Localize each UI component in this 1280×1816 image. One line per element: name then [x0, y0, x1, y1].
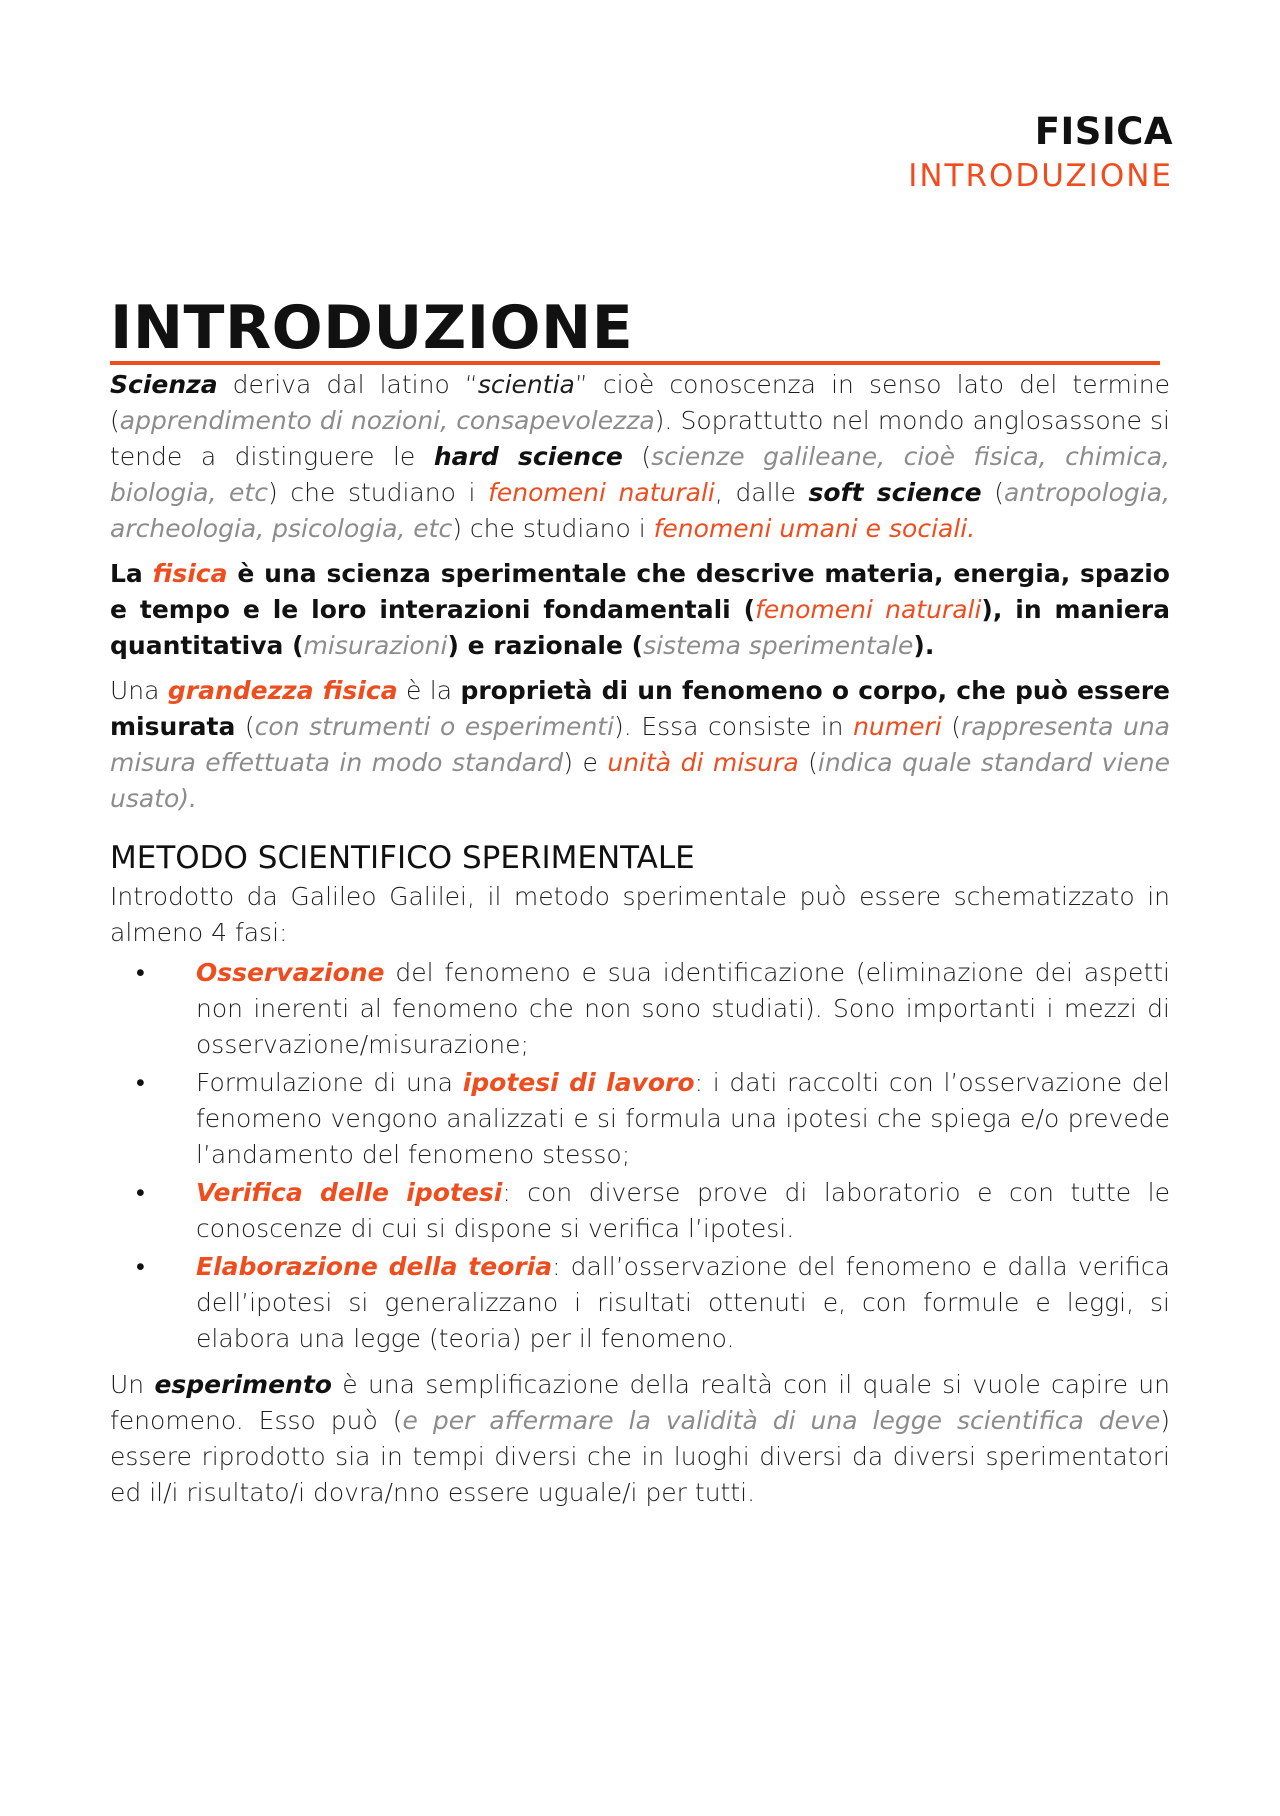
text: ” cioè conoscenza in senso lato del termine (: [110, 370, 1170, 435]
text: : i dati raccolti con l’osservazione del fenomeno vengono analizzati e si formula una ipotesi che spiega e/o prevede l’andamento del fenomeno stesso;: [196, 1068, 1171, 1169]
term-hard-science: hard science: [433, 442, 623, 471]
text: Formulazione di una: [196, 1068, 463, 1097]
text: ) essere riprodotto sia in tempi diversi che in luoghi diversi da diversi sperimentatori ed il/i risultato/i dovra/nno essere uguale/i per tutti.: [110, 1406, 1170, 1507]
note: e per affermare la validità di una legge scientifica deve: [402, 1406, 1161, 1435]
text: La: [110, 559, 153, 588]
text: .: [967, 514, 976, 543]
main-content: [110, 295, 1170, 1520]
text: ) che studiano i: [452, 514, 654, 543]
term-scientia: scientia: [477, 370, 575, 399]
phase-key: Osservazione: [196, 958, 385, 987]
phase-key: ipotesi di lavoro: [462, 1068, 695, 1097]
note: scienze galileane, cioè fisica, chimica, biologia, etc: [110, 442, 1171, 507]
term-grandezza-fisica: grandezza fisica: [167, 676, 398, 705]
text: ) che studiano i: [267, 478, 489, 507]
header-subtitle: INTRODUZIONE: [908, 158, 1173, 194]
phase-key: Verifica delle ipotesi: [196, 1178, 503, 1207]
page-title: INTRODUZIONE: [110, 295, 1160, 365]
term-soft-science: soft science: [808, 478, 982, 507]
definition: proprietà di un fenomeno o corpo, che può essere misurata: [110, 676, 1170, 741]
highlight: unità di misura: [607, 748, 799, 777]
note: apprendimento di nozioni, consapevolezza: [119, 406, 655, 435]
bullet-icon: •: [136, 1068, 145, 1097]
highlight: numeri: [853, 712, 942, 741]
text: ), in maniera quantitativa (: [110, 595, 1170, 660]
text: ).: [913, 631, 935, 660]
highlight: fenomeni naturali: [488, 478, 715, 507]
note: antropologia, archeologia, psicologia, etc: [110, 478, 1170, 543]
phase-key: Elaborazione della teoria: [196, 1252, 553, 1281]
text: è la: [397, 676, 461, 705]
note: rappresenta una misura effettuata in modo standard: [110, 712, 1170, 777]
header-title: FISICA: [1034, 110, 1173, 153]
note: misurazioni: [303, 631, 448, 660]
text: (: [941, 712, 962, 741]
note: indica quale standard viene usato: [110, 748, 1171, 813]
text: ) e razionale (: [447, 631, 644, 660]
list-item: [136, 955, 1170, 1063]
highlight: fenomeni naturali: [755, 595, 982, 624]
term-fisica: fisica: [152, 559, 228, 588]
section-intro: Introdotto da Galileo Galilei, il metodo sperimentale può essere schematizzato in almeno 4 fasi:: [110, 882, 1170, 947]
term-esperimento: esperimento: [154, 1370, 332, 1399]
highlight: fenomeni umani e sociali: [653, 514, 968, 543]
list-item: [136, 1249, 1170, 1357]
section-title: METODO SCIENTIFICO SPERIMENTALE: [110, 840, 695, 876]
bullet-icon: •: [136, 958, 145, 987]
text: , dalle: [714, 478, 809, 507]
term-scienza: Scienza: [110, 370, 218, 399]
text: deriva dal latino “: [217, 370, 478, 399]
text: del fenomeno e sua identificazione (eliminazione dei aspetti non inerenti al fenomeno che non sono studiati). Sono importanti i mezzi di osservazione/misurazione;: [196, 958, 1170, 1059]
text: Un: [110, 1370, 155, 1399]
text: (: [981, 478, 1004, 507]
text: è una scienza sperimentale che descrive materia, energia, spazio e tempo e le loro interazioni fondamentali (: [110, 559, 1170, 624]
text: (: [798, 748, 818, 777]
bullet-icon: •: [136, 1252, 145, 1281]
list-item: [136, 1065, 1171, 1173]
paragraph-esperimento: [110, 1367, 1170, 1511]
list-item: [136, 1175, 1170, 1247]
note: sistema sperimentale: [643, 631, 914, 660]
paragraph-grandezza: [110, 673, 1170, 817]
text: è una semplificazione della realtà con il quale si vuole capire un fenomeno. Esso può (: [110, 1370, 1170, 1435]
text: ).: [179, 784, 197, 813]
text: ) e: [563, 748, 608, 777]
text: Una: [110, 676, 168, 705]
text: (: [622, 442, 652, 471]
text: (: [235, 712, 255, 741]
method-phases-list: [110, 955, 1170, 1357]
paragraph-scienza: [110, 367, 1170, 547]
text: ). Essa consiste in: [614, 712, 854, 741]
text: : dall’osservazione del fenomeno e dalla verifica dell’ipotesi si generalizzano i risultati ottenuti e, con formule e leggi, si elabora una legge (teoria) per il fenomeno.: [196, 1252, 1170, 1353]
paragraph-fisica: [110, 556, 1170, 664]
text: : con diverse prove di laboratorio e con tutte le conoscenze di cui si dispone si verifica l’ipotesi.: [196, 1178, 1170, 1243]
note: con strumenti o esperimenti: [254, 712, 615, 741]
bullet-icon: •: [136, 1178, 145, 1207]
text: ). Soprattutto nel mondo anglosassone si tende a distinguere le: [110, 406, 1170, 471]
page-header: [908, 110, 1173, 196]
